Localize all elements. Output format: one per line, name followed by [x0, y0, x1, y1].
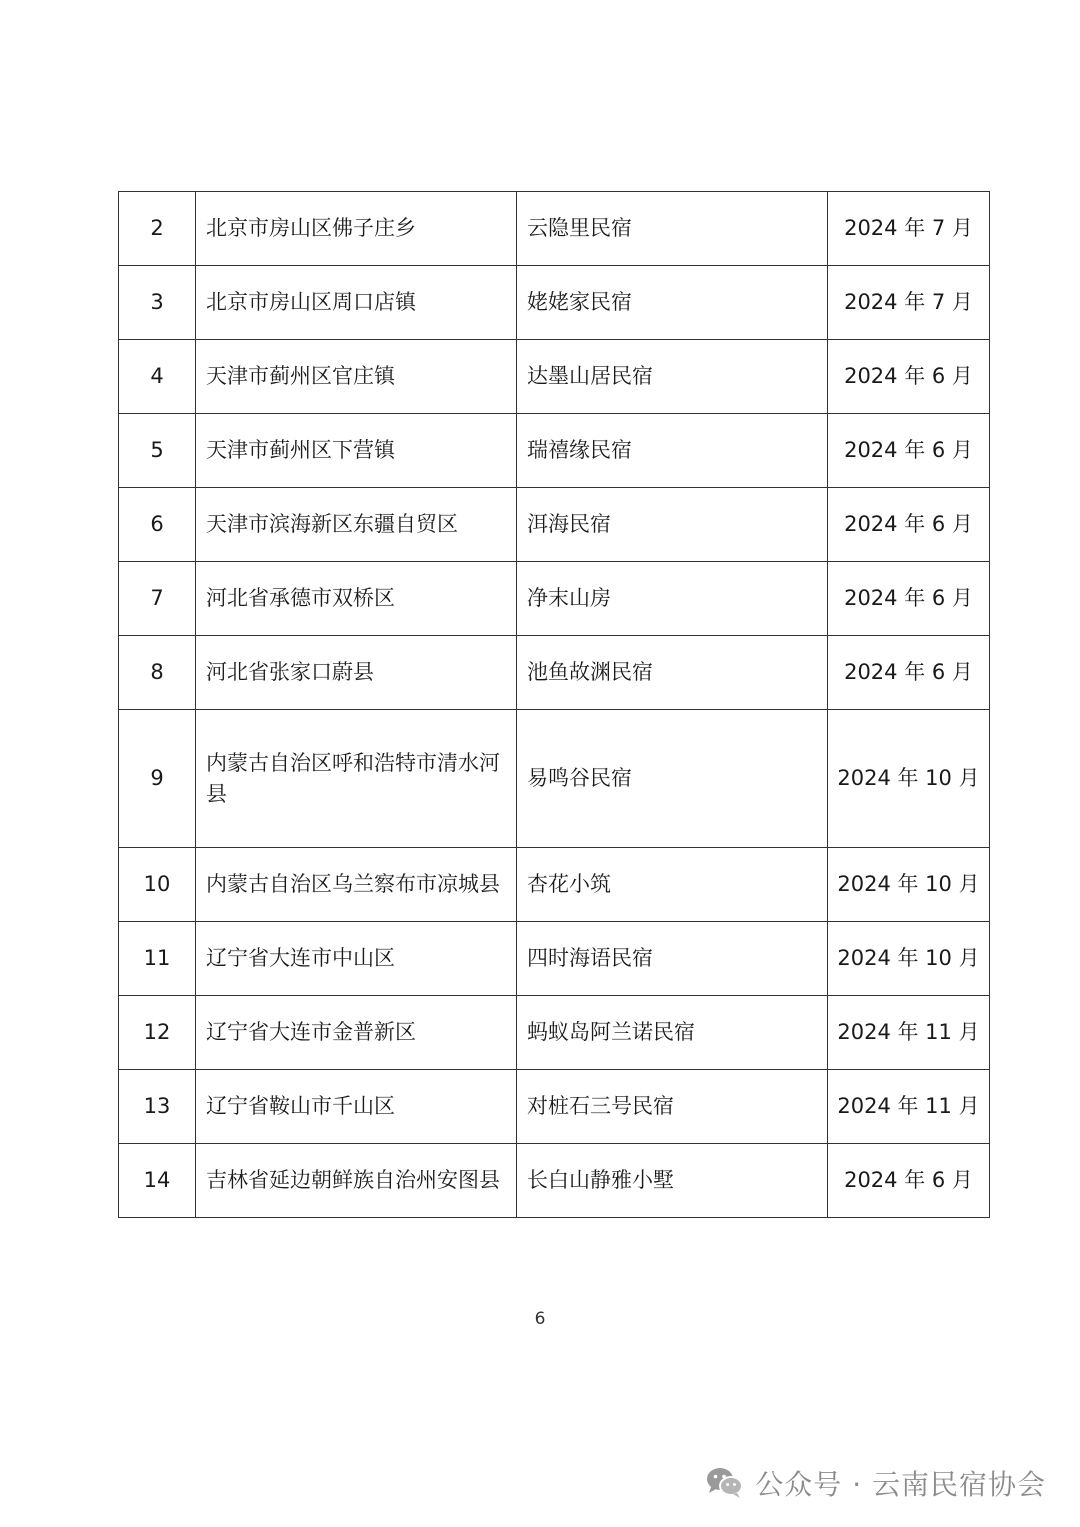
row-date: 2024 年 6 月 — [828, 562, 990, 636]
row-location: 河北省承德市双桥区 — [196, 562, 517, 636]
row-number: 7 — [119, 562, 196, 636]
row-date: 2024 年 6 月 — [828, 340, 990, 414]
row-number: 13 — [119, 1070, 196, 1144]
homestay-list-table — [118, 191, 990, 1218]
row-date: 2024 年 6 月 — [828, 488, 990, 562]
wechat-icon — [705, 1465, 745, 1501]
table-row — [119, 996, 990, 1070]
row-date: 2024 年 6 月 — [828, 414, 990, 488]
row-homestay-name: 净末山房 — [517, 562, 828, 636]
table-row — [119, 1144, 990, 1218]
row-number: 5 — [119, 414, 196, 488]
row-date: 2024 年 7 月 — [828, 192, 990, 266]
row-number: 6 — [119, 488, 196, 562]
table-row — [119, 562, 990, 636]
table-row — [119, 488, 990, 562]
table-row — [119, 266, 990, 340]
row-location: 天津市滨海新区东疆自贸区 — [196, 488, 517, 562]
page-number: 6 — [534, 1309, 546, 1329]
table-row — [119, 1070, 990, 1144]
row-location: 天津市蓟州区官庄镇 — [196, 340, 517, 414]
row-location: 北京市房山区周口店镇 — [196, 266, 517, 340]
table-row — [119, 848, 990, 922]
row-date: 2024 年 10 月 — [828, 848, 990, 922]
row-homestay-name: 长白山静雅小墅 — [517, 1144, 828, 1218]
row-location: 河北省张家口蔚县 — [196, 636, 517, 710]
row-date: 2024 年 11 月 — [828, 1070, 990, 1144]
row-location: 内蒙古自治区呼和浩特市清水河县 — [196, 710, 517, 848]
row-location: 内蒙古自治区乌兰察布市凉城县 — [196, 848, 517, 922]
row-homestay-name: 达墨山居民宿 — [517, 340, 828, 414]
watermark-text: 公众号 · 云南民宿协会 — [755, 1468, 1046, 1501]
table-row — [119, 414, 990, 488]
row-number: 14 — [119, 1144, 196, 1218]
row-homestay-name: 杏花小筑 — [517, 848, 828, 922]
row-homestay-name: 对桩石三号民宿 — [517, 1070, 828, 1144]
account-watermark — [705, 1461, 1046, 1505]
row-number: 11 — [119, 922, 196, 996]
row-number: 3 — [119, 266, 196, 340]
row-location: 天津市蓟州区下营镇 — [196, 414, 517, 488]
row-homestay-name: 洱海民宿 — [517, 488, 828, 562]
row-homestay-name: 池鱼故渊民宿 — [517, 636, 828, 710]
row-number: 2 — [119, 192, 196, 266]
row-date: 2024 年 6 月 — [828, 636, 990, 710]
row-date: 2024 年 11 月 — [828, 996, 990, 1070]
row-homestay-name: 瑞禧缘民宿 — [517, 414, 828, 488]
row-homestay-name: 姥姥家民宿 — [517, 266, 828, 340]
row-location: 北京市房山区佛子庄乡 — [196, 192, 517, 266]
row-homestay-name: 易鸣谷民宿 — [517, 710, 828, 848]
row-number: 9 — [119, 710, 196, 848]
row-date: 2024 年 7 月 — [828, 266, 990, 340]
row-homestay-name: 四时海语民宿 — [517, 922, 828, 996]
row-date: 2024 年 10 月 — [828, 922, 990, 996]
row-number: 10 — [119, 848, 196, 922]
table-row — [119, 340, 990, 414]
row-date: 2024 年 10 月 — [828, 710, 990, 848]
row-number: 12 — [119, 996, 196, 1070]
table-row — [119, 710, 990, 848]
row-number: 4 — [119, 340, 196, 414]
row-number: 8 — [119, 636, 196, 710]
row-homestay-name: 蚂蚁岛阿兰诺民宿 — [517, 996, 828, 1070]
row-homestay-name: 云隐里民宿 — [517, 192, 828, 266]
row-location: 辽宁省大连市金普新区 — [196, 996, 517, 1070]
row-location: 辽宁省大连市中山区 — [196, 922, 517, 996]
row-date: 2024 年 6 月 — [828, 1144, 990, 1218]
row-location: 吉林省延边朝鲜族自治州安图县 — [196, 1144, 517, 1218]
table-row — [119, 636, 990, 710]
table-row — [119, 192, 990, 266]
row-location: 辽宁省鞍山市千山区 — [196, 1070, 517, 1144]
table-row — [119, 922, 990, 996]
